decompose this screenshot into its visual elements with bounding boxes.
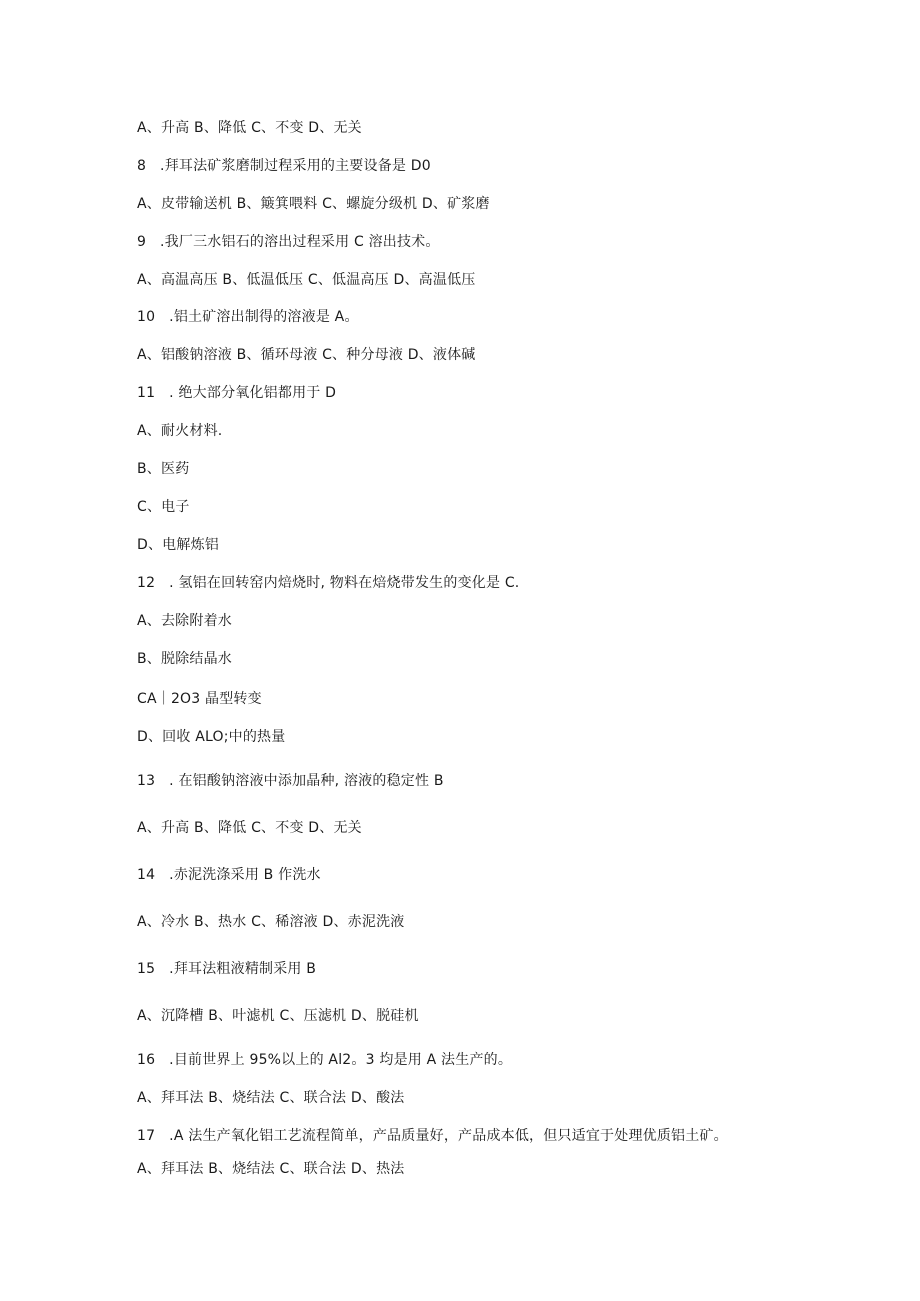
question-line: 14 .赤泥洗涤采用 B 作洗水	[137, 867, 321, 883]
question-line: 12 . 氢铝在回转窑内焙烧时, 物料在焙烧带发生的变化是 C.	[137, 575, 520, 591]
option-line: D、电解炼铝	[137, 537, 219, 553]
question-line: 8 .拜耳法矿浆磨制过程采用的主要设备是 D0	[137, 158, 431, 174]
option-line: A、皮带输送机 B、簸箕喂料 C、螺旋分级机 D、矿浆磨	[137, 196, 490, 212]
option-line: B、医药	[137, 461, 190, 477]
question-line: 13 . 在铝酸钠溶液中添加晶种, 溶液的稳定性 B	[137, 773, 444, 789]
option-line: CA｜2O3 晶型转变	[137, 691, 262, 707]
question-line: 11 . 绝大部分氧化铝都用于 D	[137, 385, 337, 401]
option-line: A、高温高压 B、低温低压 C、低温高压 D、高温低压	[137, 272, 476, 288]
option-line: A、耐火材料.	[137, 423, 223, 439]
question-line: 9 .我厂三水铝石的溶出过程采用 C 溶出技术。	[137, 234, 440, 250]
question-line: 15 .拜耳法粗液精制采用 B	[137, 961, 317, 977]
option-line: A、拜耳法 B、烧结法 C、联合法 D、热法	[137, 1161, 405, 1177]
option-line: A、沉降槽 B、叶滤机 C、压滤机 D、脱硅机	[137, 1008, 419, 1024]
question-line: 16 .目前世界上 95%以上的 Al2。3 均是用 A 法生产的。	[137, 1052, 513, 1068]
option-line: A、升高 B、降低 C、不变 D、无关	[137, 820, 362, 836]
option-line: A、铝酸钠溶液 B、循环母液 C、种分母液 D、液体碱	[137, 347, 476, 363]
option-line: A、拜耳法 B、烧结法 C、联合法 D、酸法	[137, 1090, 405, 1106]
option-line: A、去除附着水	[137, 613, 232, 629]
question-line: 10 .铝土矿溶出制得的溶液是 A。	[137, 309, 359, 325]
option-line: B、脱除结晶水	[137, 651, 233, 667]
option-line: D、回收 ALO;中的热量	[137, 729, 286, 745]
question-line: 17 .A 法生产氧化铝工艺流程简单，产品质量好，产品成本低，但只适宜于处理优质铝土矿。	[137, 1128, 728, 1144]
option-line: C、电子	[137, 499, 190, 515]
option-line: A、升高 B、降低 C、不变 D、无关	[137, 120, 362, 136]
option-line: A、冷水 B、热水 C、稀溶液 D、赤泥洗液	[137, 914, 405, 930]
